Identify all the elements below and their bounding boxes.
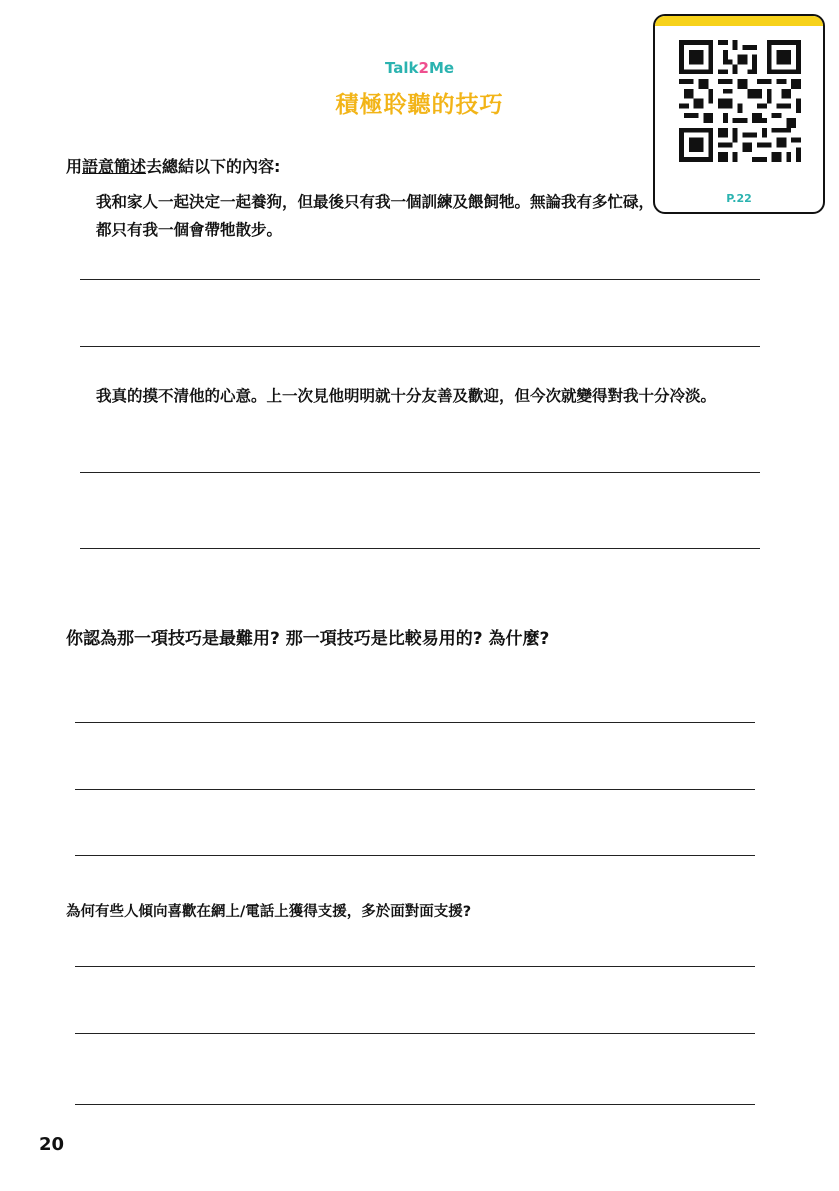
qr-code-icon [679,40,801,162]
brand-part-2: 2 [418,59,429,77]
answer-line-3[interactable] [80,472,760,473]
question-2-prompt: 你認為那一項技巧是最難用? 那一項技巧是比較易用的? 為什麼? [66,629,550,649]
q1-underlined-term: 語意簡述 [82,157,147,176]
answer-line-10[interactable] [75,1104,755,1105]
qr-page-reference: P.22 [726,192,752,205]
answer-line-9[interactable] [75,1033,755,1034]
brand-part-talk: Talk [384,59,419,77]
answer-line-8[interactable] [75,966,755,967]
page-number: 20 [39,1134,65,1155]
q1-rest: 去總結以下的內容: [146,157,281,176]
page-title: 積極聆聽的技巧 [335,92,504,118]
answer-line-4[interactable] [80,548,760,549]
answer-line-5[interactable] [75,722,755,723]
passage-1: 我和家人一起決定一起養狗，但最後只有我一個訓練及餵飼牠。無論我有多忙碌，都只有我一個會帶牠散步。 [96,193,655,239]
brand-part-me: Me [428,59,455,77]
question-3-prompt: 為何有些人傾向喜歡在網上/電話上獲得支援，多於面對面支援? [66,904,472,920]
q1-lead: 用 [66,157,83,176]
answer-line-6[interactable] [75,789,755,790]
qr-card-band [655,16,823,26]
question-1-prompt [66,154,280,177]
qr-card[interactable] [653,14,825,214]
passage-2: 我真的摸不清他的心意。上一次見他明明就十分友善及歡迎，但今次就變得對我十分冷淡。 [96,387,717,405]
answer-line-7[interactable] [75,855,755,856]
answer-line-1[interactable] [80,279,760,280]
answer-line-2[interactable] [80,346,760,347]
